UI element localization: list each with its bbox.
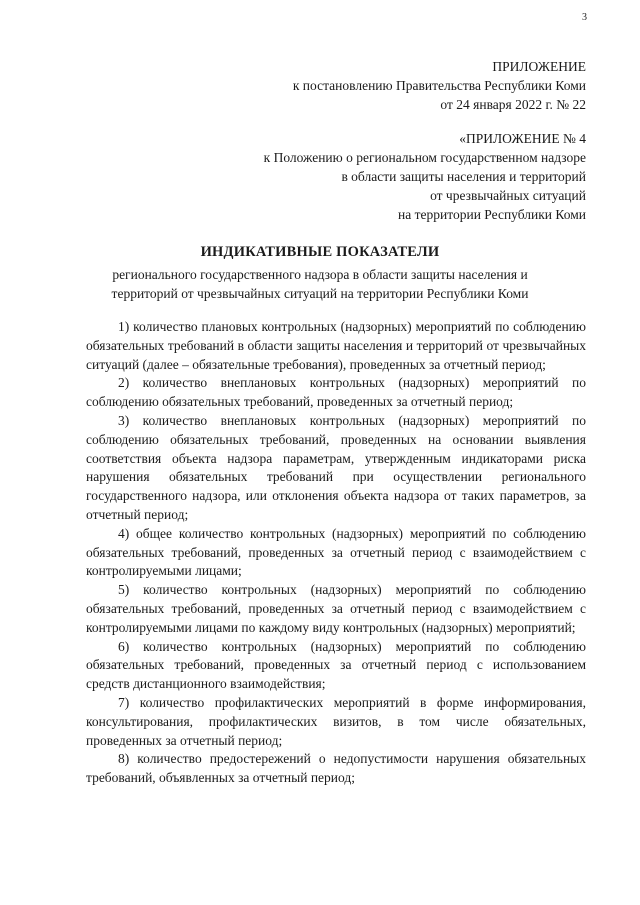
page-number: 3 xyxy=(582,12,587,23)
list-item: 5) количество контрольных (надзорных) мероприятий по соблюдению обязательных требований, проведенных за отчетный период с взаимодействием с контролируемыми лицами по каждому виду контрольных (надзорных) мероприятий; xyxy=(86,582,586,635)
list-item: 3) количество внеплановых контрольных (надзорных) мероприятий по соблюдению обязательных требований, проведенных на основании выявления соответствия объекта надзора параметрам, утвержденным индикаторами риска нарушения обязательных требований при осуществлении регионального государственного надзора, или отклонения объекта надзора от таких параметров, за отчетный период; xyxy=(86,412,586,522)
appendix4-line: на территории Республики Коми xyxy=(398,207,586,222)
list-item: 4) общее количество контрольных (надзорных) мероприятий по соблюдению обязательных требований, проведенных за отчетный период с взаимодействием с контролируемыми лицами; xyxy=(86,525,586,579)
list-item: 1) количество плановых контрольных (надзорных) мероприятий по соблюдению обязательных требований в области защиты населения и территорий от чрезвычайных ситуаций (далее – обязательные требования), проведенных за отчетный период; xyxy=(86,319,586,372)
appendix4-header xyxy=(264,129,586,224)
document-title: ИНДИКАТИВНЫЕ ПОКАЗАТЕЛИ xyxy=(200,244,440,260)
indicators-list xyxy=(86,318,586,788)
subtitle-line: регионального государственного надзора в области защиты населения и xyxy=(112,267,528,282)
appendix4-line: «ПРИЛОЖЕНИЕ № 4 xyxy=(459,131,586,146)
list-item: 6) количество контрольных (надзорных) мероприятий по соблюдению обязательных требований, проведенных за отчетный период с использованием средств дистанционного взаимодействия; xyxy=(86,638,586,692)
appendix4-line: к Положению о региональном государственном надзоре xyxy=(263,150,586,165)
appendix-line: ПРИЛОЖЕНИЕ xyxy=(492,59,586,74)
document-subtitle xyxy=(0,265,640,303)
appendix4-line: в области защиты населения и территорий xyxy=(341,169,586,184)
list-item: 2) количество внеплановых контрольных (надзорных) мероприятий по соблюдению обязательных требований, проведенных за отчетный период; xyxy=(86,375,586,410)
appendix-line: к постановлению Правительства Республики Коми xyxy=(292,78,586,93)
appendix4-line: от чрезвычайных ситуаций xyxy=(430,188,586,203)
appendix-header xyxy=(293,57,586,114)
list-item: 7) количество профилактических мероприятий в форме информирования, консультирования, профилактических визитов, в том числе обязательных, проведенных за отчетный период; xyxy=(86,694,586,748)
list-item: 8) количество предостережений о недопустимости нарушения обязательных требований, объявленных за отчетный период; xyxy=(86,751,586,786)
subtitle-line: территорий от чрезвычайных ситуаций на территории Республики Коми xyxy=(111,286,529,301)
appendix-line: от 24 января 2022 г. № 22 xyxy=(440,97,586,112)
